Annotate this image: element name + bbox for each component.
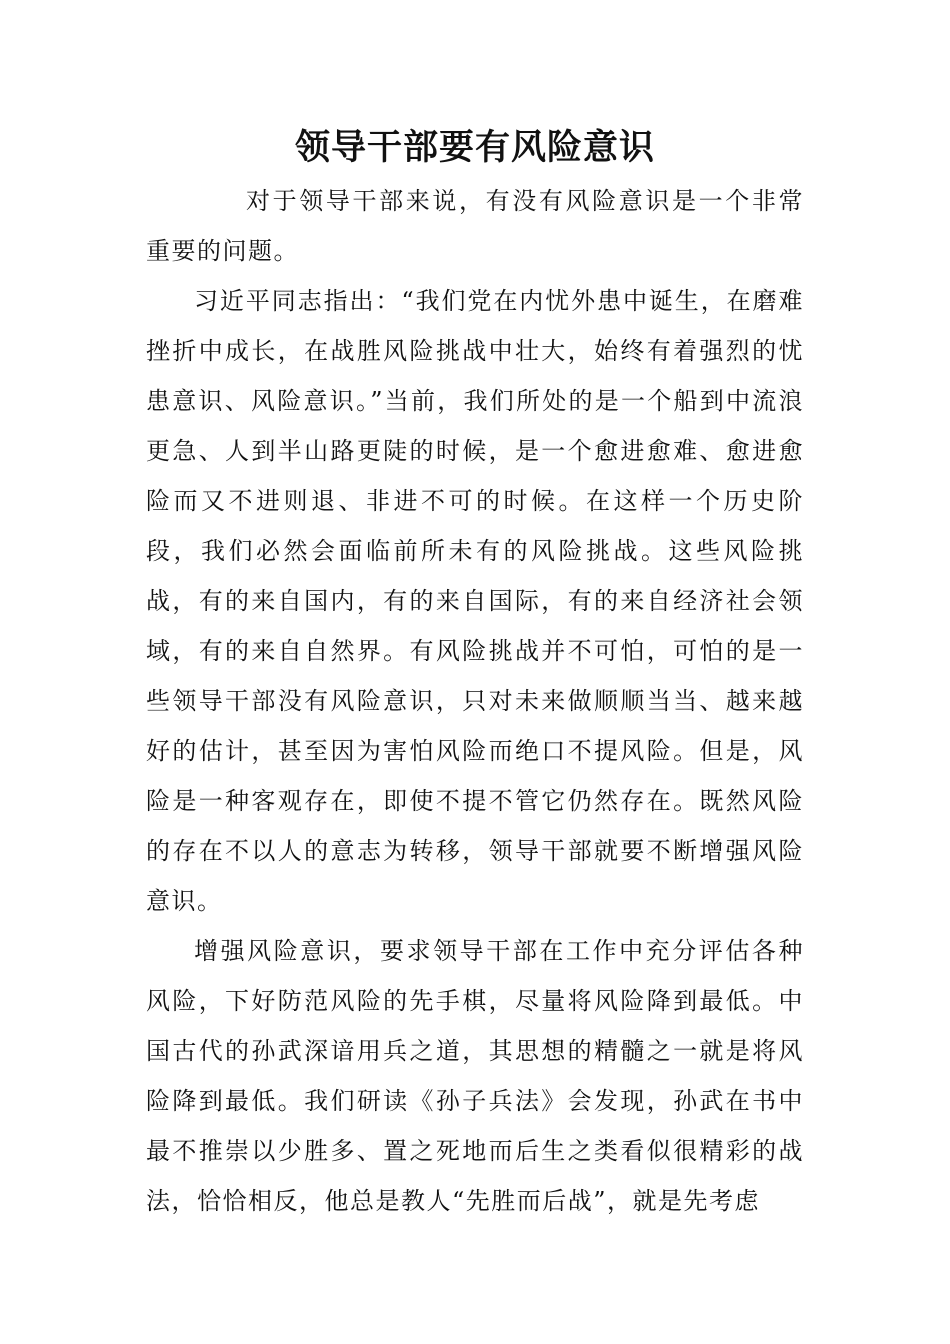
paragraph-intro: 对于领导干部来说，有没有风险意识是一个非常重要的问题。	[146, 187, 804, 265]
document-body	[146, 176, 804, 1226]
paragraph-quote: 习近平同志指出：“我们党在内忧外患中诞生，在磨难挫折中成长，在战胜风险挑战中壮大，始终有着强烈的忧患意识、风险意识。”当前，我们所处的是一个船到中流浪更急、人到半山路更陡的时候，是一个愈进愈难、愈进愈险而又不进则退、非进不可的时候。在这样一个历史阶段，我们必然会面临前所未有的风险挑战。这些风险挑战，有的来自国内，有的来自国际，有的来自经济社会领域，有的来自自然界。有风险挑战并不可怕，可怕的是一些领导干部没有风险意识，只对未来做顺顺当当、越来越好的估计，甚至因为害怕风险而绝口不提风险。但是，风险是一种客观存在，即使不提不管它仍然存在。既然风险的存在不以人的意志为转移，领导干部就要不断增强风险意识。	[146, 287, 804, 915]
document-title: 领导干部要有风险意识	[294, 127, 655, 168]
paragraph-risk-assessment: 增强风险意识，要求领导干部在工作中充分评估各种风险，下好防范风险的先手棋，尽量将风险降到最低。中国古代的孙武深谙用兵之道，其思想的精髓之一就是将风险降到最低。我们研读《孙子兵法》会发现，孙武在书中最不推崇以少胜多、置之死地而后生之类看似很精彩的战法，恰恰相反，他总是教人“先胜而后战”，就是先考虑	[146, 937, 804, 1215]
